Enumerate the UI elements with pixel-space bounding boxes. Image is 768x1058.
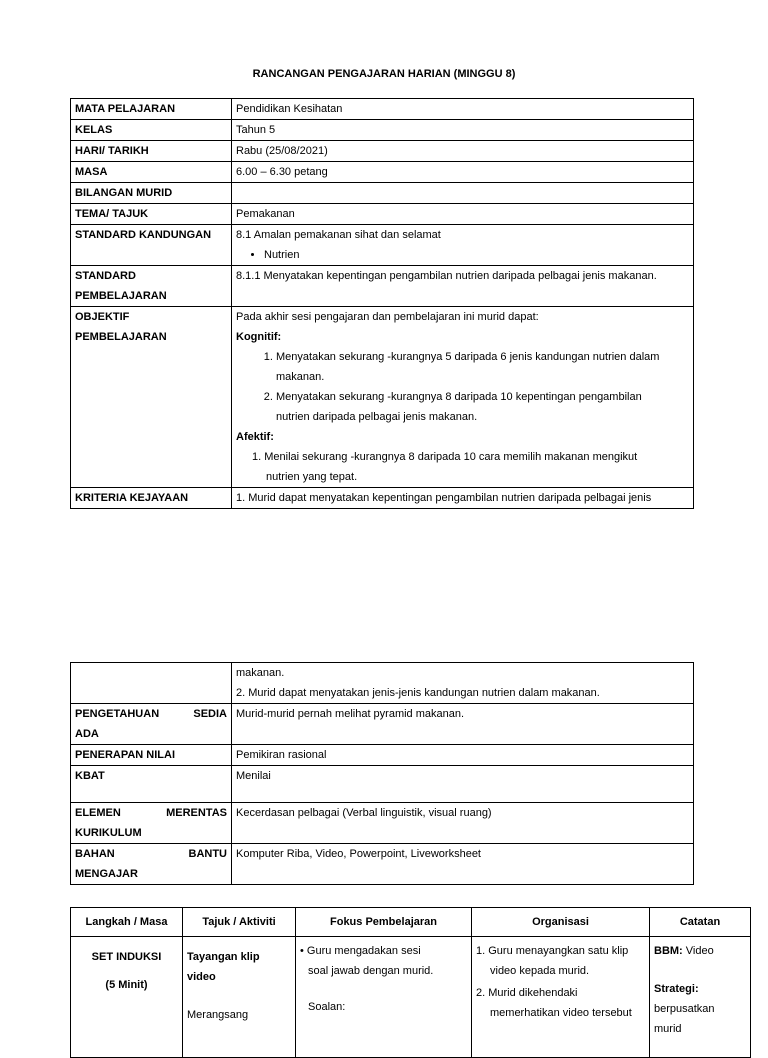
label-bahan-word-1: BAHAN [75, 848, 115, 860]
label-elemen-merentas-kurikulum [71, 803, 232, 844]
kognitif-item-2-line-1: 2. Menyatakan sekurang -kurangnya 8 daripada 10 kepentingan pengambilan [276, 391, 642, 403]
row-bilangan-murid [71, 183, 694, 204]
fokus-bullet-text: • Guru mengadakan sesi [300, 945, 421, 957]
afektif-item-line-1: 1. Menilai sekurang -kurangnya 8 daripada 10 cara memilih makanan mengikut [252, 451, 638, 463]
catatan-strategi-line-2: murid [654, 1023, 682, 1035]
value-standard-pembelajaran: 8.1.1 Menyatakan kepentingan pengambilan nutrien daripada pelbagai jenis makanan. [232, 266, 694, 307]
tajuk-line-1: Tayangan klip video [187, 951, 260, 983]
obj-intro: Pada akhir sesi pengajaran dan pembelajaran ini murid dapat: [236, 311, 539, 323]
value-kriteria-kejayaan: 1. Murid dapat menyatakan kepentingan pengambilan nutrien daripada pelbagai jenis [232, 488, 694, 509]
value-penerapan-nilai: Pemikiran rasional [232, 745, 694, 766]
row-bahan-bantu-mengajar [71, 844, 694, 885]
label-elemen-word-1: ELEMEN [75, 807, 121, 819]
steps-header-row [71, 908, 751, 937]
row-tema-tajuk [71, 204, 694, 225]
sk-bullet-list [236, 245, 689, 265]
fokus-line-2: soal jawab dengan murid. [308, 965, 434, 977]
row-standard-pembelajaran [71, 266, 694, 307]
label-bahan-word-2: BANTU [188, 848, 227, 860]
catatan-strategi-line-1: berpusatkan [654, 1003, 715, 1015]
label-bahan-bantu-mengajar [71, 844, 232, 885]
label-tema-tajuk: TEMA/ TAJUK [71, 204, 232, 225]
org-line-3: 2. Murid dikehendaki [476, 987, 578, 999]
label-objektif [71, 307, 232, 488]
value-masa: 6.00 – 6.30 petang [232, 162, 694, 183]
value-bilangan-murid [232, 183, 694, 204]
label-kriteria-kejayaan: KRITERIA KEJAYAAN [71, 488, 232, 509]
catatan-bbm [654, 941, 746, 961]
row-objektif [71, 307, 694, 488]
row-elemen-merentas-kurikulum [71, 803, 694, 844]
label-elemen-word-2: MERENTAS [166, 807, 227, 819]
kognitif-item-2 [276, 387, 689, 427]
value-mata-pelajaran: Pendidikan Kesihatan [232, 99, 694, 120]
value-elemen-merentas-kurikulum: Kecerdasan pelbagai (Verbal linguistik, visual ruang) [232, 803, 694, 844]
label-pengetahuan-line-2: ADA [75, 728, 99, 740]
lesson-plan-table-1 [70, 98, 694, 509]
cell-langkah [71, 937, 183, 1058]
label-mata-pelajaran: MATA PELAJARAN [71, 99, 232, 120]
label-kbat: KBAT [71, 766, 232, 803]
label-standard-kandungan: STANDARD KANDUNGAN [71, 225, 232, 266]
kriteria-2: 2. Murid dapat menyatakan jenis-jenis kandungan nutrien dalam makanan. [236, 687, 600, 699]
label-sp-line-1: STANDARD [75, 270, 136, 282]
row-kriteria-continued [71, 663, 694, 704]
afektif-item [236, 447, 689, 487]
row-standard-kandungan [71, 225, 694, 266]
value-hari-tarikh: Rabu (25/08/2021) [232, 141, 694, 162]
fokus-soalan: Soalan: [308, 1001, 346, 1013]
row-kriteria-kejayaan [71, 488, 694, 509]
value-tema-tajuk: Pemakanan [232, 204, 694, 225]
fokus-line-1 [300, 941, 467, 961]
kognitif-item-1-line-1: 1. Menyatakan sekurang -kurangnya 5 daripada 6 jenis kandungan nutrien dalam [276, 351, 660, 363]
lesson-plan-table-2 [70, 662, 694, 885]
label-elemen-line-1 [75, 803, 227, 823]
label-standard-pembelajaran [71, 266, 232, 307]
kognitif-item-1 [276, 347, 689, 387]
label-kelas: KELAS [71, 120, 232, 141]
label-elemen-line-2: KURIKULUM [75, 827, 142, 839]
org-line-1: 1. Guru menayangkan satu klip [476, 945, 629, 957]
lesson-steps-table [70, 907, 751, 1058]
row-penerapan-nilai [71, 745, 694, 766]
langkah-line-2: (5 Minit) [105, 979, 148, 991]
sk-line: 8.1 Amalan pemakanan sihat dan selamat [236, 229, 441, 241]
row-kbat [71, 766, 694, 803]
cell-catatan [650, 937, 751, 1058]
cell-organisasi [472, 937, 650, 1058]
label-pengetahuan-sedia-ada [71, 704, 232, 745]
label-kriteria-continued [71, 663, 232, 704]
label-masa: MASA [71, 162, 232, 183]
org-line-4: memerhatikan video tersebut [490, 1007, 632, 1019]
cell-fokus [296, 937, 472, 1058]
value-kriteria-continued [232, 663, 694, 704]
afektif-item-line-2: nutrien yang tepat. [266, 471, 358, 483]
label-obj-line-1: OBJEKTIF [75, 311, 130, 323]
tajuk-line-2: Merangsang [187, 1009, 249, 1021]
header-fokus-pembelajaran: Fokus Pembelajaran [296, 908, 472, 937]
row-hari-tarikh [71, 141, 694, 162]
label-bilangan-murid: BILANGAN MURID [71, 183, 232, 204]
langkah-line-1: SET INDUKSI [91, 951, 162, 963]
header-tajuk-aktiviti: Tajuk / Aktiviti [183, 908, 296, 937]
kognitif-label: Kognitif: [236, 331, 282, 343]
label-bahan-line-1 [75, 844, 227, 864]
sk-bullet: • Nutrien [264, 245, 689, 265]
kognitif-item-1-line-2: makanan. [276, 371, 325, 383]
row-masa [71, 162, 694, 183]
header-organisasi: Organisasi [472, 908, 650, 937]
header-catatan: Catatan [650, 908, 751, 937]
kognitif-item-2-line-2: nutrien daripada pelbagai jenis makanan. [276, 411, 478, 423]
value-objektif [232, 307, 694, 488]
header-langkah-masa: Langkah / Masa [71, 908, 183, 937]
catatan-bbm-value: Video [685, 945, 714, 957]
row-mata-pelajaran [71, 99, 694, 120]
label-pengetahuan-word-2: SEDIA [193, 708, 227, 720]
value-pengetahuan-sedia-ada: Murid-murid pernah melihat pyramid makanan. [232, 704, 694, 745]
label-penerapan-nilai: PENERAPAN NILAI [71, 745, 232, 766]
afektif-label: Afektif: [236, 431, 274, 443]
kognitif-list [236, 347, 689, 427]
value-bahan-bantu-mengajar: Komputer Riba, Video, Powerpoint, Liveworksheet [232, 844, 694, 885]
catatan-strategi-label: Strategi: [654, 983, 699, 995]
label-pengetahuan-word-1: PENGETAHUAN [75, 708, 160, 720]
org-line-2: video kepada murid. [490, 965, 590, 977]
label-hari-tarikh: HARI/ TARIKH [71, 141, 232, 162]
page-title: RANCANGAN PENGAJARAN HARIAN (MINGGU 8) [252, 68, 516, 80]
steps-row-set-induksi [71, 937, 751, 1058]
row-pengetahuan-sedia-ada [71, 704, 694, 745]
label-bahan-line-2: MENGAJAR [75, 868, 138, 880]
value-kelas: Tahun 5 [232, 120, 694, 141]
kriteria-1-cont: makanan. [236, 667, 285, 679]
label-pengetahuan-line-1 [75, 704, 227, 724]
catatan-bbm-label: BBM: [654, 945, 683, 957]
cell-tajuk [183, 937, 296, 1058]
label-obj-line-2: PEMBELAJARAN [75, 331, 167, 343]
value-kbat: Menilai [232, 766, 694, 803]
row-kelas [71, 120, 694, 141]
value-standard-kandungan [232, 225, 694, 266]
label-sp-line-2: PEMBELAJARAN [75, 290, 167, 302]
